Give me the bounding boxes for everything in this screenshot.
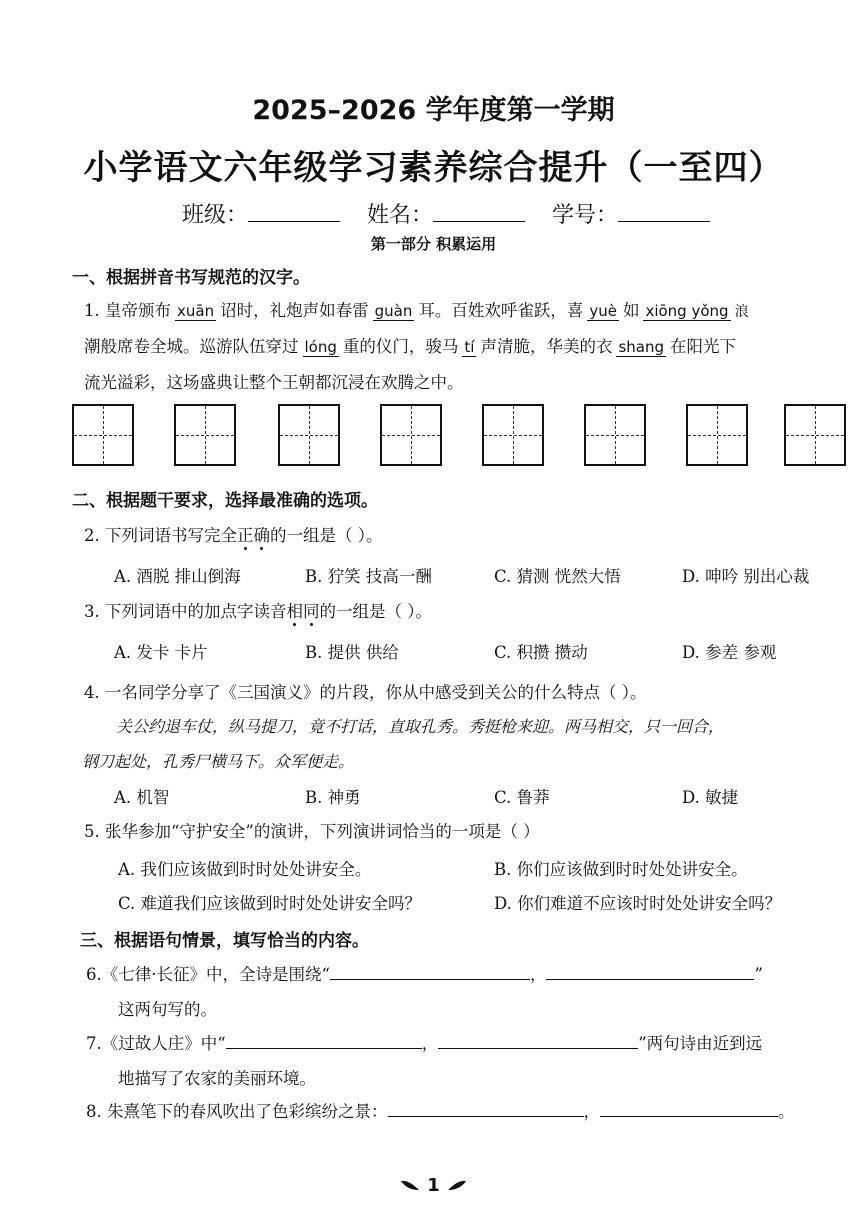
q1-text: 潮般席卷全城。巡游队伍穿过 [84,337,299,356]
student-info [182,198,730,229]
part-title: 第一部分 积累运用 [370,235,497,253]
q6-quote: ” [754,965,763,984]
q3-option-d[interactable]: D. 参差 参观 [682,643,777,662]
q2-stem-text: 2. 下列词语书写完全 [84,526,237,545]
student-id-blank[interactable] [618,203,710,222]
emphasis-char: 同 [303,602,320,621]
q7-blank-1[interactable] [226,1030,422,1049]
section2-title: 二、根据题干要求，选择最准确的选项。 [72,491,378,511]
emphasis-char: 确 [253,526,270,545]
q7-text: ”两句诗由近到远 [638,1034,763,1053]
q5-option-a[interactable]: A. 我们应该做到时时处处讲安全。 [118,860,372,879]
q1-text: 1. 皇帝颁布 [84,301,171,320]
q3-option-c[interactable]: C. 积攒 攒动 [494,643,588,662]
q4-stem: 4. 一名同学分享了《三国演义》的片段，你从中感受到关公的什么特点（ ）。 [84,683,647,702]
q7-line-1 [86,1030,762,1054]
main-title: 小学语文六年级学习素养综合提升（一至四） [83,148,784,188]
q3-stem-text: 的一组是（ ）。 [319,602,432,621]
q6-text: 6.《七律·长征》中，全诗是围绕“ [86,965,330,984]
q6-blank-2[interactable] [546,961,754,980]
q5-option-c[interactable]: C. 难道我们应该做到时时处处讲安全吗？ [118,894,422,913]
q7-text: 7.《过故人庄》中“ [86,1034,226,1053]
q1-text: 浪 [734,304,749,320]
q8-text: 8. 朱熹笔下的春风吹出了色彩缤纷之景： [86,1102,388,1121]
q7-comma: ， [421,1034,439,1053]
pinyin-blank: yuè [589,302,617,320]
writing-box[interactable] [686,404,748,466]
writing-box[interactable] [482,404,544,466]
pinyin-blank: guàn [374,302,413,320]
page-footer [0,1175,867,1197]
q2-option-b[interactable]: B. 狞笑 技高一酬 [305,567,432,586]
q4-option-d[interactable]: D. 敏捷 [682,788,739,807]
q2-option-a[interactable]: A. 酒脱 排山倒海 [114,567,241,586]
name-label: 姓名： [367,203,434,228]
writing-box[interactable] [584,404,646,466]
q5-option-d[interactable]: D. 你们难道不应该时时处处讲安全吗？ [494,894,782,913]
q8-comma: ， [583,1102,600,1121]
pinyin-blank: lóng [304,338,337,356]
q1-text: 如 [622,301,640,320]
leaf-right-icon [446,1176,468,1197]
emphasis-char: 正 [237,526,254,545]
q4-passage-line-2: 钢刀起处，孔秀尸横马下。众军便走。 [82,752,355,771]
q5-stem: 5. 张华参加“守护安全”的演讲，下列演讲词恰当的一项是（ ） [84,822,540,841]
q1-text: 声清脆，华美的衣 [480,337,613,356]
q6-line-2: 这两句写的。 [118,1000,217,1019]
q1-line-1 [84,297,749,321]
emphasis-char: 相 [286,602,303,621]
writing-box[interactable] [784,404,846,466]
q2-option-c[interactable]: C. 猜测 恍然大悟 [494,567,621,586]
q7-blank-2[interactable] [438,1030,638,1049]
q6-line-1 [86,961,763,985]
q3-stem-text: 3. 下列词语中的加点字读音 [84,602,287,621]
pinyin-blank: tí [464,338,475,356]
class-label: 班级： [182,203,249,228]
q1-text: 耳。百姓欢呼雀跃，喜 [418,301,584,320]
year-title: 2025–2026 学年度第一学期 [252,95,615,126]
pinyin-blank: xiōng yǒng [645,302,729,320]
q2-stem [84,522,383,546]
q3-stem [84,598,432,622]
page-number: 1 [427,1175,440,1196]
pinyin-blank: shang [618,338,664,356]
pinyin-blank: xuān [177,302,215,320]
q3-option-b[interactable]: B. 提供 供给 [305,643,399,662]
q8-line-1 [86,1098,795,1122]
q4-option-c[interactable]: C. 鲁莽 [494,788,550,807]
leaf-left-icon [399,1176,421,1197]
q1-text: 重的仪门，骏马 [342,337,459,356]
q7-line-2: 地描写了农家的美丽环境。 [118,1069,316,1088]
q4-option-a[interactable]: A. 机智 [114,788,170,807]
q1-text: 诏时，礼炮声如春雷 [220,301,369,320]
section1-title: 一、根据拼音书写规范的汉字。 [72,268,310,288]
name-blank[interactable] [433,203,525,222]
section3-title: 三、根据语句情景，填写恰当的内容。 [80,931,369,951]
writing-box[interactable] [380,404,442,466]
q1-text: 在阳光下 [669,337,736,356]
q2-stem-text: 的一组是（ ）。 [270,526,383,545]
q5-option-b[interactable]: B. 你们应该做到时时处处讲安全。 [494,860,748,879]
class-blank[interactable] [248,203,340,222]
q3-option-a[interactable]: A. 发卡 卡片 [114,643,208,662]
writing-box[interactable] [174,404,236,466]
q2-option-d[interactable]: D. 呻吟 别出心裁 [682,567,810,586]
writing-box[interactable] [278,404,340,466]
q4-passage-line-1: 关公约退车仗，纵马提刀，竟不打话，直取孔秀。秀挺枪来迎。两马相交，只一回合， [116,717,725,736]
q4-option-b[interactable]: B. 神勇 [305,788,361,807]
q6-comma: ， [529,965,547,984]
q1-line-3: 流光溢彩，这场盛典让整个王朝都沉浸在欢腾之中。 [84,373,464,392]
q8-blank-2[interactable] [600,1098,778,1117]
writing-box[interactable] [72,404,134,466]
student-id-label: 学号： [552,203,619,228]
q8-blank-1[interactable] [388,1098,584,1117]
q8-period: 。 [778,1102,795,1121]
q6-blank-1[interactable] [330,961,530,980]
q1-line-2 [84,333,736,357]
